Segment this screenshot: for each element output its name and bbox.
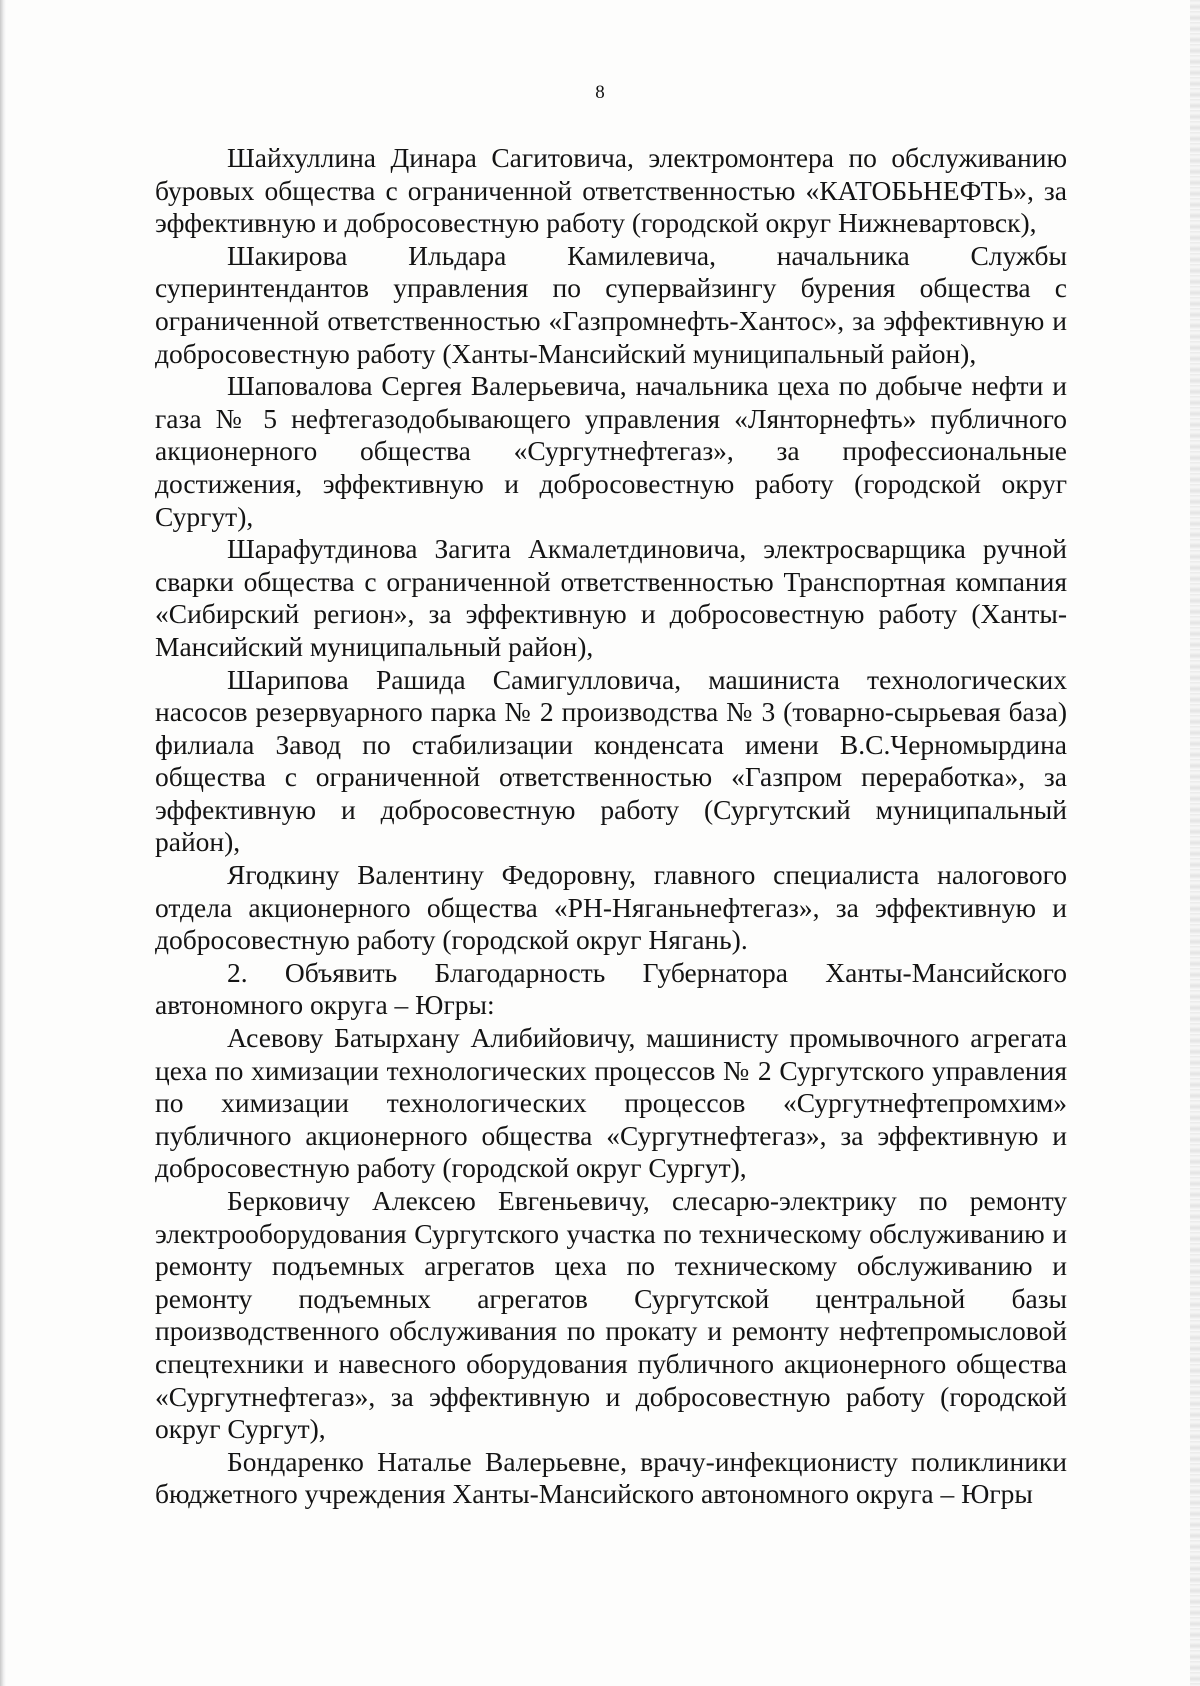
scan-edge-left bbox=[0, 0, 6, 1686]
paragraph-shapovalov: Шаповалова Сергея Валерьевича, начальника цеха по добыче нефти и газа № 5 нефтегазодобывающего управления «Лянторнефть» публичного акционерного общества «Сургутнефтегаз», за профессиональные достижения, эффективную и добросовестную работу (городской округ Сургут), bbox=[155, 370, 1067, 532]
paragraph-shaykhullin: Шайхуллина Динара Сагитовича, электромонтера по обслуживанию буровых общества с ограниченной ответственностью «КАТОБЬНЕФТЬ», за эффективную и добросовестную работу (городской округ Нижневартовск), bbox=[155, 142, 1067, 239]
paragraph-asevov: Асевову Батырхану Алибийовичу, машинисту промывочного агрегата цеха по химизации технологических процессов № 2 Сургутского управления по химизации технологических процессов «Сургутнефтепромхим» публичного акционерного общества «Сургутнефтегаз», за эффективную и добросовестную работу (городской округ Сургут), bbox=[155, 1022, 1067, 1184]
paragraph-bondarenko: Бондаренко Наталье Валерьевне, врачу-инфекционисту поликлиники бюджетного учреждения Ханты-Мансийского автономного округа – Югры bbox=[155, 1445, 1067, 1510]
scan-edge-right bbox=[1190, 0, 1200, 1686]
paragraph-sharafutdinov: Шарафутдинова Загита Акмалетдиновича, электросварщика ручной сварки общества с ограниченной ответственностью Транспортная компания «Сибирский регион», за эффективную и добросовестную работу (Ханты-Мансийский муниципальный район), bbox=[155, 533, 1067, 662]
paragraph-yagodkina: Ягодкину Валентину Федоровну, главного специалиста налогового отдела акционерного общества «РН-Няганьнефтегаз», за эффективную и добросовестную работу (городской округ Нягань). bbox=[155, 859, 1067, 956]
paragraph-section-2-heading: 2. Объявить Благодарность Губернатора Ханты-Мансийского автономного округа – Югры: bbox=[155, 956, 1067, 1021]
paragraph-berkovich: Берковичу Алексею Евгеньевичу, слесарю-электрику по ремонту электрооборудования Сургутского участка по техническому обслуживанию и ремонту подъемных агрегатов цеха по техническому обслуживанию и ремонту подъемных агрегатов Сургутской центральной базы производственного обслуживания по прокату и ремонту нефтепромысловой спецтехники и навесного оборудования публичного акционерного общества «Сургутнефтегаз», за эффективную и добросовестную работу (городской округ Сургут), bbox=[155, 1185, 1067, 1445]
page-number: 8 bbox=[595, 82, 605, 103]
paragraph-sharipov: Шарипова Рашида Самигулловича, машиниста технологических насосов резервуарного парка № 2 производства № 3 (товарно-сырьевая база) филиала Завод по стабилизации конденсата имени В.С.Черномырдина общества с ограниченной ответственностью «Газпром переработка», за эффективную и добросовестную работу (Сургутский муниципальный район), bbox=[155, 663, 1067, 858]
paragraph-shakirov: Шакирова Ильдара Камилевича, начальника Службы суперинтендантов управления по супервайзингу бурения общества с ограниченной ответственностью «Газпромнефть-Хантос», за эффективную и добросовестную работу (Ханты-Мансийский муниципальный район), bbox=[155, 239, 1067, 369]
document-body bbox=[155, 142, 1067, 1511]
